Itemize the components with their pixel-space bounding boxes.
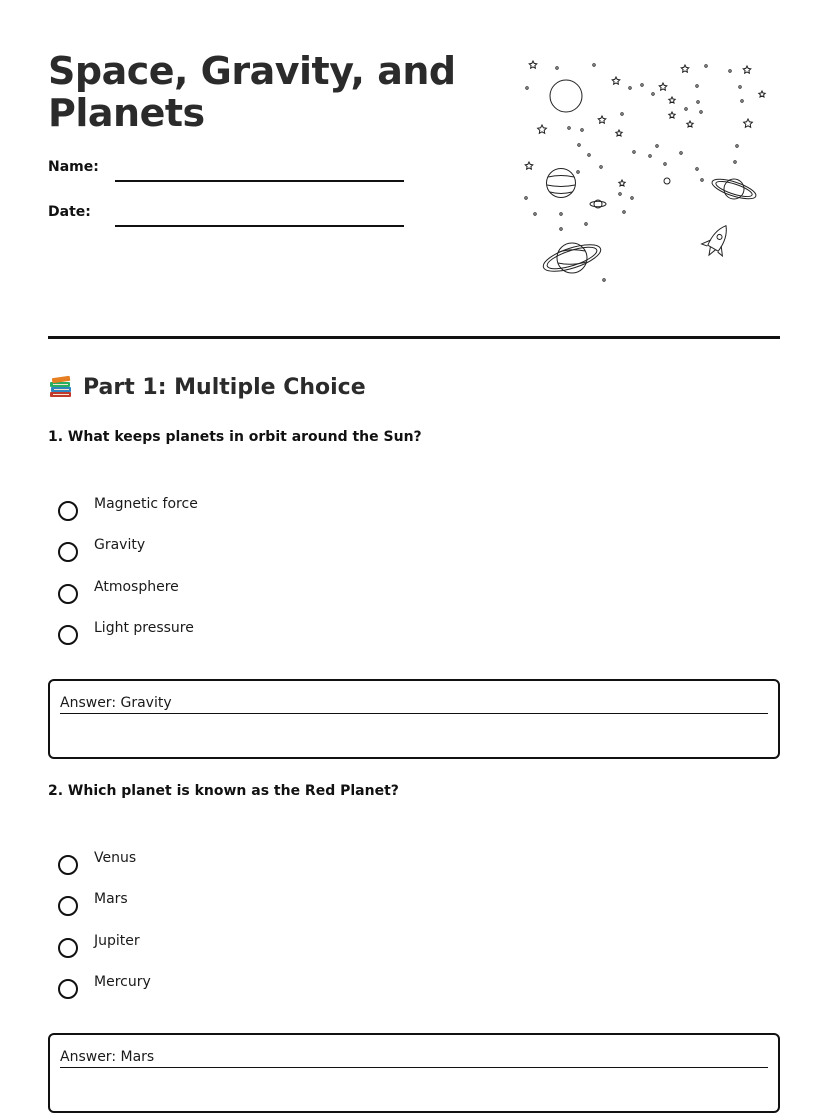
stars-icon [525,61,765,186]
space-illustration [512,52,776,290]
date-line[interactable] [115,225,404,227]
answer-box-2[interactable] [48,1033,780,1113]
option-light-pressure[interactable] [58,615,198,657]
page-title: Space, Gravity, and Planets [48,49,456,135]
radio-button[interactable] [58,625,78,645]
question-1-options [58,490,198,656]
option-label: Atmosphere [94,578,179,595]
name-label: Name: [48,159,99,175]
radio-button[interactable] [58,979,78,999]
question-2-options [58,844,151,1010]
option-label: Mars [94,891,128,908]
option-label: Light pressure [94,620,194,637]
radio-button[interactable] [58,855,78,875]
header-divider [48,336,780,339]
option-label: Magnetic force [94,495,198,512]
answer-text: Answer: Gravity [60,695,768,714]
option-jupiter[interactable] [58,927,151,969]
option-label: Venus [94,849,137,866]
radio-button[interactable] [58,938,78,958]
answer-text: Answer: Mars [60,1049,768,1068]
option-magnetic-force[interactable] [58,490,198,532]
part1-heading-text: Part 1: Multiple Choice [83,374,366,400]
tiny-saturn-icon [590,200,606,208]
radio-button[interactable] [58,896,78,916]
small-circle-icon [664,178,670,184]
answer-box-1[interactable] [48,679,780,759]
option-atmosphere[interactable] [58,573,198,615]
option-label: Jupiter [94,932,140,949]
question-1: 1. What keeps planets in orbit around the Sun? [48,429,422,445]
option-gravity[interactable] [58,532,198,574]
radio-button[interactable] [58,584,78,604]
option-mercury[interactable] [58,969,151,1011]
radio-button[interactable] [58,501,78,521]
moon-icon [550,80,582,112]
part1-heading [48,374,366,400]
option-venus[interactable] [58,844,151,886]
option-label: Gravity [94,537,146,554]
name-line[interactable] [115,180,404,182]
date-label: Date: [48,204,91,220]
radio-button[interactable] [58,542,78,562]
striped-planet-icon [547,169,576,198]
question-2: 2. Which planet is known as the Red Planet? [48,783,399,799]
name-field[interactable] [48,159,408,183]
large-ringed-planet-icon [540,239,603,277]
rocket-icon [699,220,737,261]
option-label: Mercury [94,974,151,991]
option-mars[interactable] [58,886,151,928]
ringed-planet-icon [710,175,758,203]
books-icon [48,374,74,400]
date-field[interactable] [48,204,408,228]
